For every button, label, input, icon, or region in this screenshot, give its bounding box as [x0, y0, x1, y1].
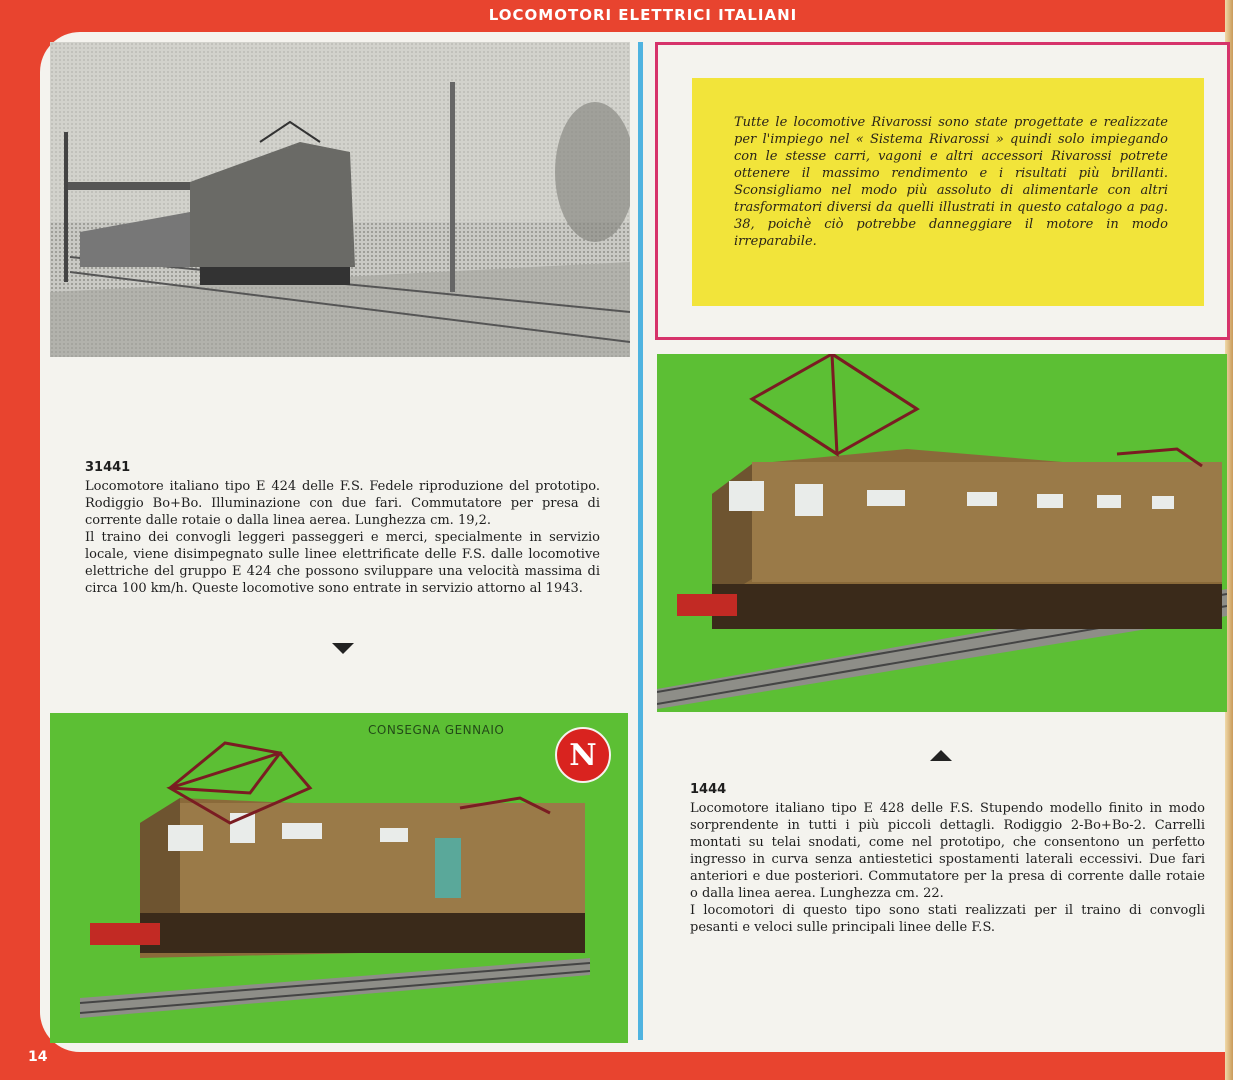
- product-code: 1444: [690, 782, 727, 797]
- column-divider: [638, 42, 643, 1040]
- product-description-text: Locomotore italiano tipo E 428 delle F.S. Stupendo modello finito in modo sorprendente in tutti i più piccoli dettagli. Rodiggio 2-Bo+Bo-2. Carrelli montati su telai snodati, come nel prototipo, che consentono un perfetto ingresso in curva senza antiestetici spostamenti laterali eccessivi. Due fari anteriori e due posteriori. Commutatore per la presa di corrente dalle rotaie o dalla linea aerea. Lunghezza cm. 22.: [690, 801, 1205, 901]
- product-31441-panel: [50, 713, 628, 1043]
- product-description-text: Locomotore italiano tipo E 424 delle F.S. Fedele riproduzione del prototipo. Rodiggio Bo+Bo. Illuminazione con due fari. Commutatore per presa di corrente dalle rotaie o dalla linea aerea. Lunghezza cm. 19,2.: [85, 479, 600, 528]
- product-31441-description: [85, 459, 600, 597]
- notice-text: Tutte le locomotive Rivarossi sono state progettate e realizzate per l'impiego nel « Sistema Rivarossi » quindi solo impiegando con le stesse carri, vagoni e altri accessori Rivarossi potrete ottenere il massimo rendimento e i risultati più brillanti. Sconsigliamo nel modo più assoluto di alimentarle con altri trasformatori diversi da quelli illustrati in questo catalogo a pag. 38, poichè ciò potrebbe danneggiare il motore in modo irreparabile.: [734, 115, 1168, 249]
- product-code: 31441: [85, 460, 131, 475]
- product-history-text: I locomotori di questo tipo sono stati realizzati per il traino di convogli pesanti e veloci sulle principali linee delle F.S.: [690, 903, 1205, 935]
- delivery-date-label: CONSEGNA GENNAIO: [368, 723, 505, 737]
- product-history-text: Il traino dei convogli leggeri passeggeri e merci, specialmente in servizio locale, viene disimpegnato sulle linee elettrificate delle F.S. dalle locomotive elettriche del gruppo E 424 che possono sviluppare una velocità massima di circa 100 km/h. Queste locomotive sono entrate in servizio attorno al 1943.: [85, 530, 600, 596]
- product-1444-panel: [657, 354, 1227, 712]
- product-1444-description: [690, 781, 1205, 936]
- notice-box: [692, 78, 1204, 306]
- new-product-badge: N: [555, 727, 611, 783]
- pointer-down-arrow: [332, 643, 354, 654]
- prototype-photo: [50, 42, 630, 357]
- catalog-header-title: LOCOMOTORI ELETTRICI ITALIANI: [488, 6, 798, 24]
- page-number: 14: [28, 1049, 48, 1065]
- pointer-up-arrow: [930, 750, 952, 761]
